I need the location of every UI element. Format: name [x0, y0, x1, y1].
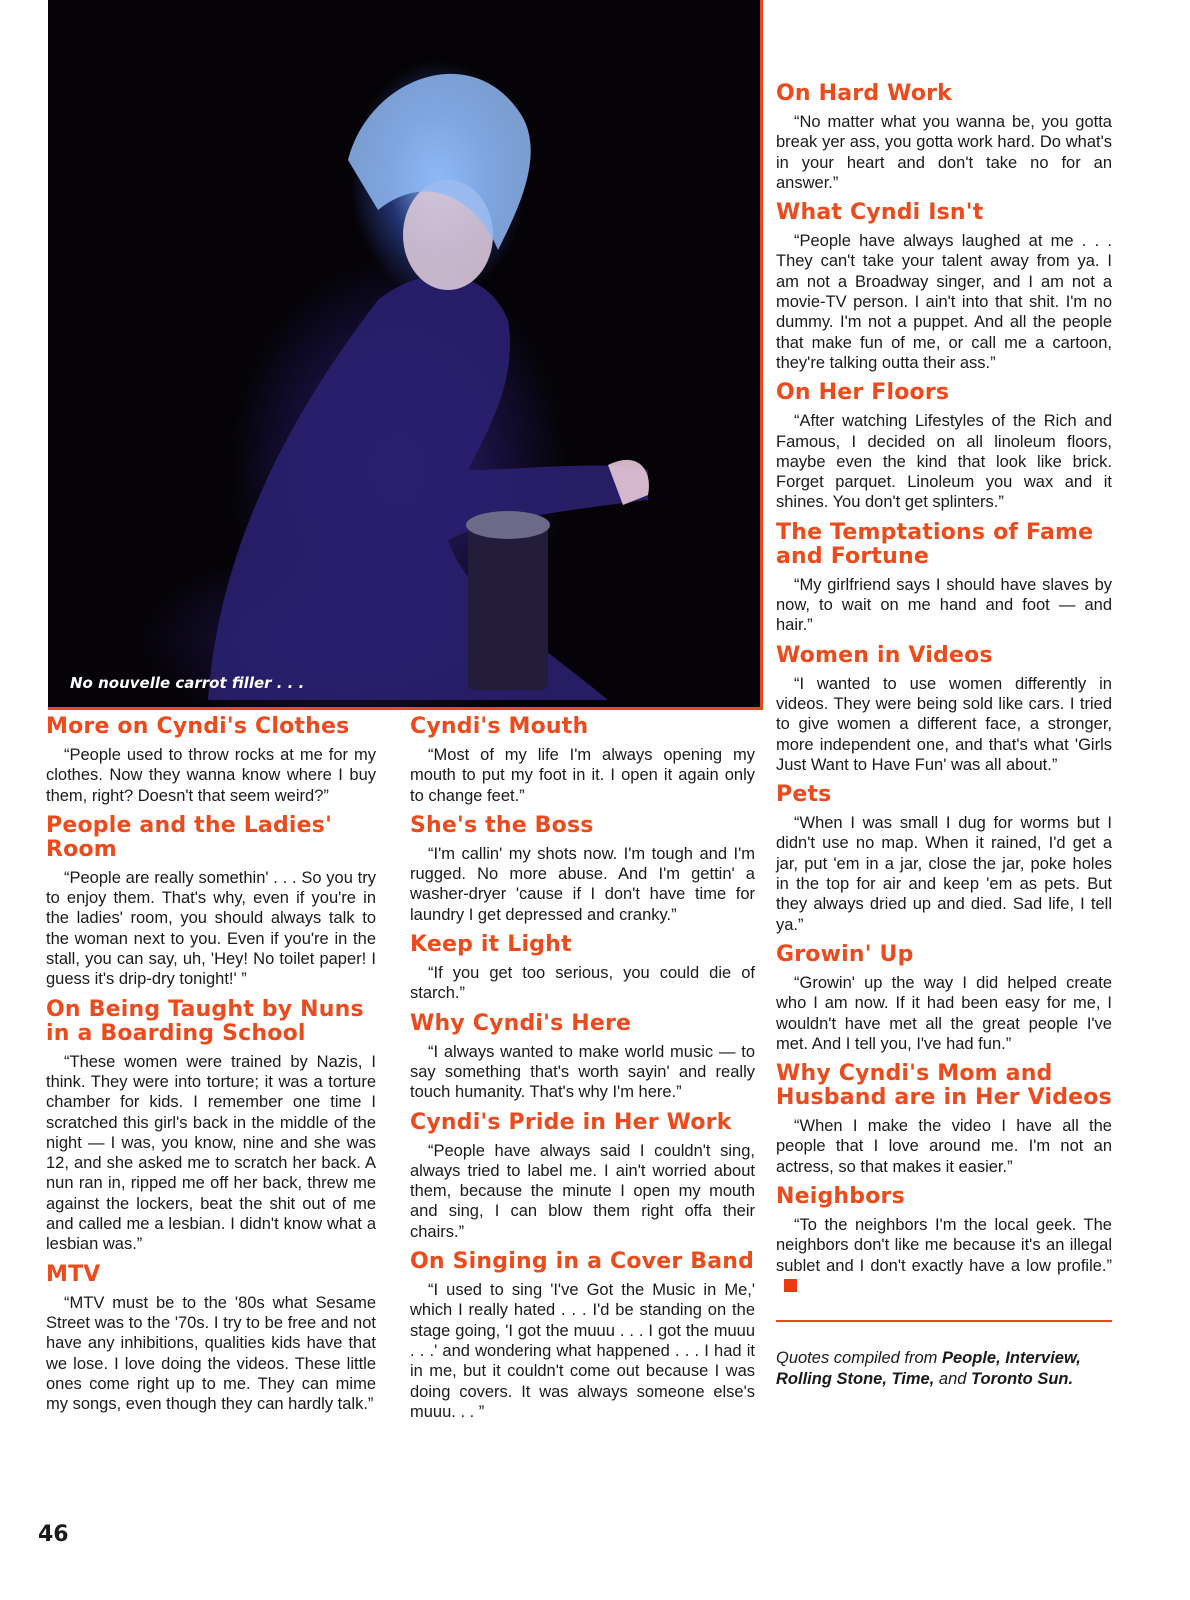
article-section	[776, 783, 1112, 935]
section-quote: “People have always laughed at me . . . They can't take your talent away from ya. I am not a Broadway singer, and I am not a movie-TV person. I ain't into that shit. I'm no dummy. I'm not a puppet. And all the people that make fun of me, or call me a cartoon, they're talking outta their ass.”	[776, 232, 1112, 372]
article-section	[776, 1185, 1112, 1296]
article-section	[776, 381, 1112, 512]
end-mark-icon	[784, 1279, 797, 1292]
section-quote: “I always wanted to make world music — to say something that's worth sayin' and really touch humanity. That's why I'm here.”	[410, 1042, 755, 1102]
credit-source: Time,	[891, 1370, 935, 1389]
section-quote: “After watching Lifestyles of the Rich and Famous, I decided on all linoleum floors, maybe even the kind that look like brick. Forget parquet. Linoleum you wax and it shines. You don't get splinters.”	[776, 412, 1112, 512]
section-heading: More on Cyndi's Clothes	[46, 714, 350, 739]
section-quote: “MTV must be to the '80s what Sesame Street was to the '70s. I try to be free and not have any inhibitions, qualities kids have that we lose. I love doing the videos. These little ones come right up to me. They can mime my songs, even though they can hardly talk.”	[46, 1293, 376, 1414]
article-section	[410, 1250, 755, 1422]
article-section	[776, 1062, 1112, 1177]
article-section	[46, 715, 376, 806]
section-quote: “People used to throw rocks at me for my clothes. Now they wanna know where I buy them, right? Doesn't that seem weird?”	[46, 746, 376, 805]
section-heading: Growin' Up	[776, 941, 914, 967]
section-quote: “Most of my life I'm always opening my mouth to put my foot in it. I open it again only to change feet.”	[410, 746, 755, 805]
section-heading: Pets	[776, 782, 832, 808]
section-quote: “I wanted to use women differently in videos. They were being sold like cars. I tried to give women a different face, a stronger, more independent one, and that's what 'Girls Just Want to Have Fun' was all about.”	[776, 674, 1112, 774]
section-heading: She's the Boss	[410, 812, 594, 838]
article-section	[776, 82, 1112, 193]
section-heading: What Cyndi Isn't	[776, 200, 984, 226]
section-heading: On Hard Work	[776, 81, 953, 106]
photo-illustration	[48, 0, 763, 710]
section-quote: “Growin' up the way I did helped create who I am now. If it had been easy for me, I wouldn't have met all the great people I've met. And I tell you, I've had fun.”	[776, 973, 1112, 1053]
cyndi-photo	[48, 0, 763, 710]
article-section	[776, 521, 1112, 636]
section-quote: “When I was small I dug for worms but I didn't use no map. When it rained, I'd get a jar, put 'em in a jar, close the jar, poke holes in the top for air and keep 'em as pets. But they always dried up and died. Sad life, I tell ya.”	[776, 814, 1112, 934]
article-section	[410, 933, 755, 1004]
section-heading: Neighbors	[776, 1183, 905, 1209]
article-section	[46, 1263, 376, 1415]
section-heading: Why Cyndi's Here	[410, 1010, 632, 1036]
section-quote	[776, 1215, 1112, 1296]
section-quote: “I'm callin' my shots now. I'm tough and I'm rugged. No more abuse. And I'm gettin' a washer-dryer 'cause if I don't have time for laundry I get depressed and cranky.”	[410, 844, 755, 924]
section-quote: “When I make the video I have all the people that I love around me. I'm not an actress, so that makes it easier.”	[776, 1117, 1112, 1176]
credit-source: Interview,	[1005, 1349, 1081, 1368]
section-quote: “My girlfriend says I should have slaves by now, to wait on me hand and foot — and hair.”	[776, 575, 1112, 635]
article-section	[410, 814, 755, 925]
section-heading: On Her Floors	[776, 380, 950, 406]
credits-conj: and	[938, 1370, 967, 1389]
article-section	[776, 644, 1112, 775]
credit-source: People,	[942, 1349, 1001, 1368]
section-heading: The Temptations of Fame and Fortune	[776, 519, 1094, 569]
credit-source: Toronto Sun.	[971, 1370, 1074, 1389]
quote-text: “To the neighbors I'm the local geek. The neighbors don't like me because it's an illegal sublet and I don't exactly have a low profile.”	[776, 1215, 1112, 1275]
divider	[776, 1320, 1112, 1322]
photo-caption: No nouvelle carrot filler . . .	[70, 674, 305, 692]
section-heading: Cyndi's Pride in Her Work	[410, 1109, 732, 1135]
section-heading: Why Cyndi's Mom and Husband are in Her Videos	[776, 1061, 1112, 1111]
section-quote: “These women were trained by Nazis, I think. They were into torture; it was a torture chamber for kids. I remember one time I scratched this girl's back in the middle of the night — I was, you know, nine and she was 12, and she asked me to scratch her back. A nun ran in, ripped me off her back, threw me against the lockers, beat the shit out of me and called me a lesbian. I didn't know what a lesbian was.”	[46, 1052, 376, 1254]
section-heading: On Being Taught by Nuns in a Boarding School	[46, 996, 364, 1046]
section-quote: “People have always said I couldn't sing, always tried to label me. I ain't worried about them, because the minute I open my mouth and sing, I can blow them right offa their chairs.”	[410, 1141, 755, 1241]
article-section	[410, 1012, 755, 1103]
section-quote: “People are really somethin' . . . So you try to enjoy them. That's why, even if you're in the ladies' room, you should always talk to the woman next to you. Even if you're in the stall, you can say, uh, 'Hey! No toilet paper! I guess it's drip-dry tonight!' ”	[46, 868, 376, 989]
article-section	[410, 1111, 755, 1242]
section-heading: Keep it Light	[410, 932, 572, 958]
section-heading: Women in Videos	[776, 642, 993, 668]
section-heading: People and the Ladies' Room	[46, 812, 333, 862]
section-heading: MTV	[46, 1261, 101, 1287]
section-heading: On Singing in a Cover Band	[410, 1249, 755, 1275]
page-number: 46	[38, 1522, 69, 1547]
article-section	[776, 943, 1112, 1054]
section-heading: Cyndi's Mouth	[410, 714, 589, 739]
section-quote: “If you get too serious, you could die of starch.”	[410, 964, 755, 1003]
article-section	[776, 201, 1112, 373]
column-3	[776, 82, 1112, 1390]
column-2	[410, 715, 755, 1430]
article-section	[410, 715, 755, 806]
credits-prefix: Quotes compiled from	[776, 1349, 938, 1368]
column-1	[46, 715, 376, 1422]
credits	[776, 1348, 1112, 1390]
article-section	[46, 814, 376, 990]
article-section	[46, 998, 376, 1255]
section-quote: “No matter what you wanna be, you gotta break yer ass, you gotta work hard. Do what's in your heart and don't take no for an answer.”	[776, 113, 1112, 192]
section-quote: “I used to sing 'I've Got the Music in Me,' which I really hated . . . I'd be standing on the stage going, 'I got the muuu . . . I got the muuu . . .' and wondering what happened . . . I had it in me, but it couldn't come out because I was doing covers. It was always someone else's muuu. . . ”	[410, 1281, 755, 1421]
credit-source: Rolling Stone,	[776, 1370, 887, 1389]
